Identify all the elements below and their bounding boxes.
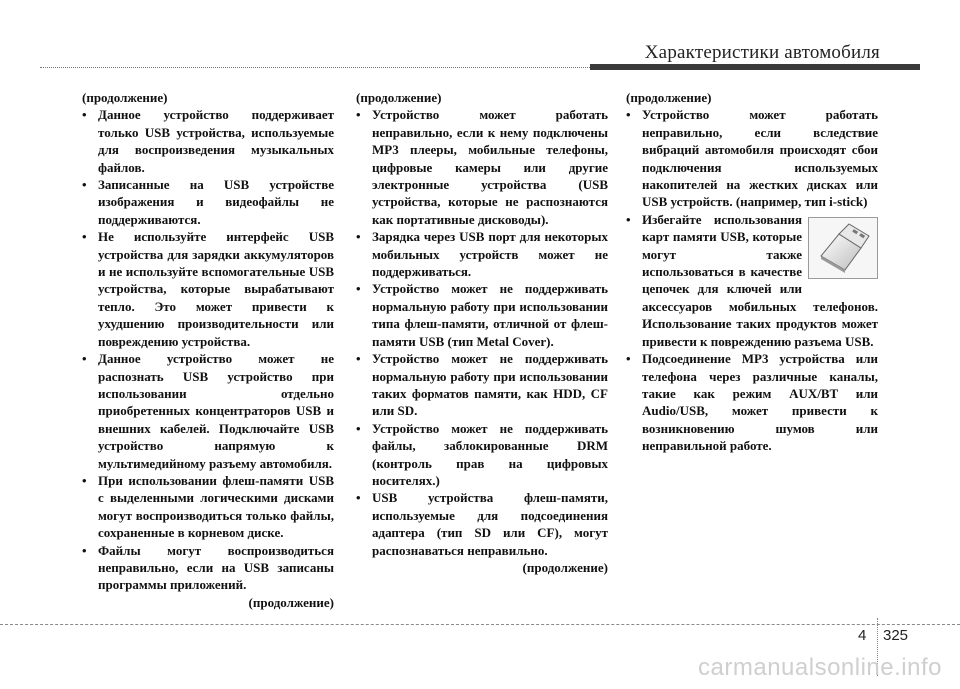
list-item: • Данное устройство поддерживает только USB устройства, используемые для воспроизведения музыкальных файлов.: [82, 106, 334, 176]
list-item: • Зарядка через USB порт для некоторых мобильных устройств может не поддерживаться.: [356, 228, 608, 280]
list-item: • При использовании флеш-памяти USB с выделенными логическими дисками могут воспроизводиться только файлы, сохраненные в корневом диске.: [82, 472, 334, 542]
continued-label: (продолжение): [626, 90, 712, 105]
list-item: • Данное устройство может не распознать USB устройство при использовании отдельно приобретенных концентраторов USB и внешних кабелей. Подключайте USB устройство напрямую к мультимедийному разъему автомобиля.: [82, 350, 334, 472]
text-column-3: [626, 89, 878, 455]
list-item: • Подсоединение MP3 устройства или телефона через различные каналы, такие как режим AUX/BT или Audio/USB, может привести к возникновению шумов или неправильной работе.: [626, 350, 878, 454]
bullet-list: [356, 106, 608, 559]
continued-label: (продолжение): [522, 559, 608, 575]
text-column-1: [82, 89, 334, 611]
header-bar: [590, 64, 920, 70]
list-item: • Устройство может не поддерживать нормальную работу при использовании таких форматов памяти, как HDD, CF или SD.: [356, 350, 608, 420]
usb-stick-drawing: [809, 218, 877, 278]
continued-label: (продолжение): [356, 90, 442, 105]
list-item: • Файлы могут воспроизводиться неправильно, если на USB записаны программы приложений.: [82, 542, 334, 594]
list-item: • Устройство может не поддерживать нормальную работу при использовании типа флеш-памяти, отличной от флеш-памяти USB (тип Metal Cover).: [356, 280, 608, 350]
watermark-text: carmanualsonline.info: [698, 654, 942, 681]
page-number: 325: [883, 627, 909, 644]
bullet-list: [626, 106, 878, 454]
list-item: • Записанные на USB устройстве изображения и видеофайлы не поддерживаются.: [82, 176, 334, 228]
usb-stick-icon: [808, 217, 878, 279]
text-column-2: [356, 89, 608, 576]
list-item: • Устройство может не поддерживать файлы, заблокированные DRM (контроль прав на цифровых носителях.): [356, 420, 608, 490]
list-item-text: Избегайте использования карт памяти USB, которые могут также использоваться в качестве цепочек для ключей или аксессуаров мобильных телефонов. Использование таких продуктов может привести к повреждению разъема USB.: [642, 211, 878, 349]
chapter-title: Характеристики автомобиля: [644, 42, 880, 63]
footer-dashed-rule: [0, 624, 960, 625]
chapter-number: 4: [858, 627, 867, 644]
list-item-with-image: [626, 211, 878, 350]
list-item: • Устройство может работать неправильно, если к нему подключены MP3 плееры, мобильные телефоны, цифровые камеры или другие электронные устройства (USB устройства, которые не распознаются как портативные дисководы).: [356, 106, 608, 228]
list-item: • USB устройства флеш-памяти, используемые для подсоединения адаптера (тип SD или CF), могут распознаваться неправильно.: [356, 489, 608, 559]
list-item: • Не используйте интерфейс USB устройства для зарядки аккумуляторов и не используйте вспомогательные USB устройства, которые вырабатывают тепло. Это может привести к ухудшению производительности или повреждению устройства.: [82, 228, 334, 350]
list-item: • Устройство может работать неправильно, если вследствие вибраций автомобиля происходят сбои подключения используемых накопителей на жестких дисках или USB устройств. (например, тип i-stick): [626, 106, 878, 210]
continued-label: (продолжение): [248, 594, 334, 610]
bullet-list: [82, 106, 334, 593]
continued-label: (продолжение): [82, 90, 168, 105]
